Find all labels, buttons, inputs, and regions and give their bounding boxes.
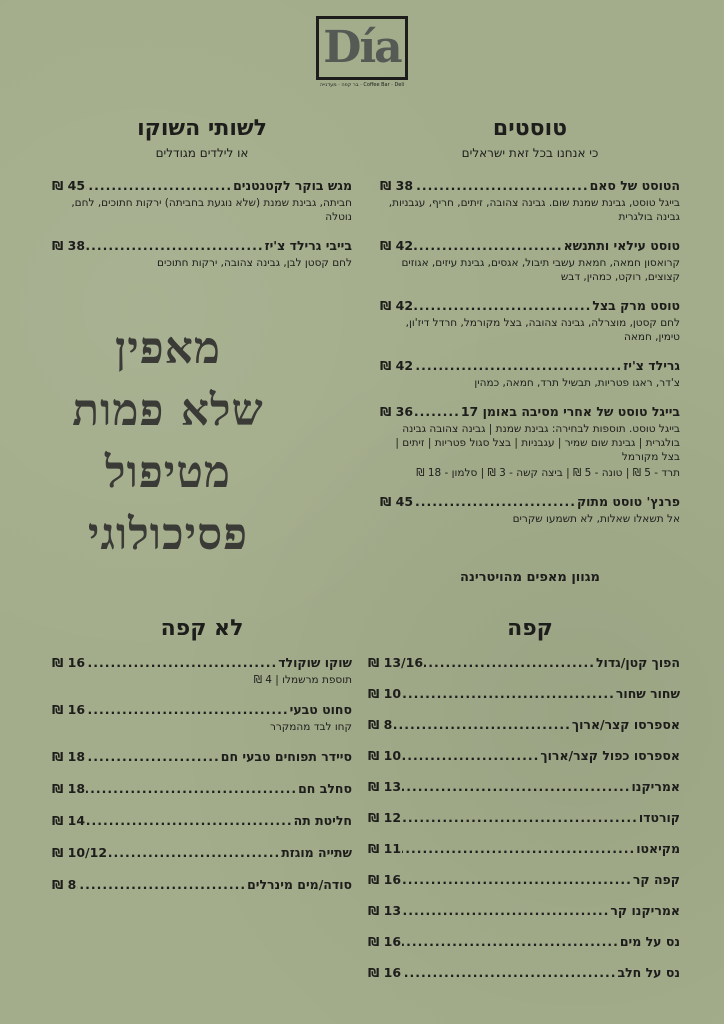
leader-dots xyxy=(414,494,576,510)
slogan-art xyxy=(48,318,288,566)
leader-dots xyxy=(402,934,619,950)
menu-item xyxy=(368,934,680,965)
leader-dots xyxy=(402,748,539,764)
coffee-title: קפה xyxy=(507,616,553,641)
leader-dots xyxy=(402,686,615,702)
menu-item xyxy=(52,845,352,877)
leader-dots xyxy=(402,779,630,795)
item-name: נס על מים xyxy=(619,934,680,949)
logo xyxy=(312,16,412,88)
item-name: אמריקנו xyxy=(631,779,680,794)
item-name: קורטדו xyxy=(638,810,680,825)
leader-dots xyxy=(402,841,635,857)
slogan-line: שלא פמות xyxy=(72,385,264,436)
item-price: 13 ₪ xyxy=(368,903,402,918)
menu-item xyxy=(52,813,352,845)
menu-item xyxy=(380,404,680,480)
menu-item xyxy=(52,238,352,270)
menu-item xyxy=(380,238,680,284)
coffee-list xyxy=(368,655,680,996)
item-price: 42 ₪ xyxy=(380,238,414,253)
item-name: שתייה מוגזת xyxy=(281,845,352,860)
item-price: 16 ₪ xyxy=(52,655,86,670)
leader-dots xyxy=(86,781,297,797)
item-name: גרילד צ'יז xyxy=(623,358,680,373)
no-coffee-title: לא קפה xyxy=(160,616,244,641)
toasts-title: טוסטים xyxy=(492,116,568,141)
menu-item xyxy=(368,841,680,872)
item-description: קחו לבד מהמקרר xyxy=(269,721,352,733)
menu-item xyxy=(380,358,680,390)
menu-item xyxy=(368,872,680,903)
leader-dots xyxy=(86,813,293,829)
item-description: בייגל טוסט. תוספות לבחירה: גבינת שמנת | גבינה צהובה גבינה בולגרית | גבינת שום שמיר | עגבניות | בצל סגול פטריות | זיתים | בצל מקורמל xyxy=(395,423,680,463)
logo-mark: Día xyxy=(316,16,407,80)
toasts-list xyxy=(380,178,680,539)
menu-item xyxy=(52,781,352,813)
menu-item xyxy=(52,655,352,702)
leader-dots xyxy=(402,810,638,826)
item-name: אספרסו קצר/ארוך xyxy=(571,717,680,732)
menu-item xyxy=(52,877,352,909)
item-price: 16 ₪ xyxy=(368,872,402,887)
slogan-line: מאפין xyxy=(114,323,222,374)
item-price: 42 ₪ xyxy=(380,298,414,313)
item-name: אספרסו כפול קצר/ארוך xyxy=(540,748,680,763)
item-description: חביתה, גבינת שמנת (שלא נוגעת בחביתה) ירקות חתוכים, לחם, נוטלה xyxy=(71,197,352,223)
item-price: 38 ₪ xyxy=(380,178,414,193)
leader-dots xyxy=(424,655,595,671)
item-name: הפוך קטן/גדול xyxy=(595,655,680,670)
item-price: 45 ₪ xyxy=(52,178,86,193)
leader-dots xyxy=(393,717,571,733)
menu-item xyxy=(368,717,680,748)
leader-dots xyxy=(77,877,246,893)
leader-dots xyxy=(414,238,563,254)
menu-item xyxy=(368,903,680,934)
vitrine-note: מגוון מאפים מהויטרינה xyxy=(460,570,600,585)
item-name: שחור שחור xyxy=(615,686,680,701)
item-description: אל תשאלו שאלות, לא תשמעו שקרים xyxy=(512,513,680,525)
menu-item xyxy=(368,965,680,996)
item-price: 16 ₪ xyxy=(52,702,86,717)
leader-dots xyxy=(414,298,591,314)
item-price: 14 ₪ xyxy=(52,813,86,828)
menu-item xyxy=(368,779,680,810)
item-name: סחוט טבעי xyxy=(289,702,352,717)
item-price: 10 ₪ xyxy=(368,686,402,701)
item-name: הטוסט של סאם xyxy=(589,178,680,193)
item-name: אמריקנו קר xyxy=(610,903,680,918)
leader-dots xyxy=(86,749,220,765)
menu-item xyxy=(368,686,680,717)
item-name: פרנץ' טוסט מתוק xyxy=(576,494,680,509)
menu-item xyxy=(380,298,680,344)
menu-item xyxy=(380,178,680,224)
item-description: לחם קסטן, מוצרלה, גבינה צהובה, בצל מקורמל, חרדל דיז'ון, טימין, חמאה xyxy=(405,317,680,343)
leader-dots xyxy=(414,178,589,194)
logo-subtitle: בר קפה · מעדנייה · Coffee Bar · Deli xyxy=(319,82,405,88)
menu-item xyxy=(52,178,352,224)
item-price: 10 ₪ xyxy=(368,748,402,763)
menu-item xyxy=(368,655,680,686)
item-description: לחם קסטן לבן, גבינה צהובה, ירקות חתוכים xyxy=(157,257,352,269)
item-price: 13 ₪ xyxy=(368,779,402,794)
item-description: קרואסון חמאה, חמאת עשבי תיבול, אגסים, גבינת עיזים, אגוזים קצוצים, רוקט, כמהין, דבש xyxy=(401,257,680,283)
item-name: מגש בוקר לקטנטנים xyxy=(233,178,352,193)
leader-dots xyxy=(414,404,460,420)
leader-dots xyxy=(86,702,289,718)
item-price: 8 ₪ xyxy=(368,717,393,732)
item-price: 10/12 ₪ xyxy=(52,845,108,860)
menu-item xyxy=(52,749,352,781)
item-name: סיידר תפוחים טבעי חם xyxy=(220,749,352,764)
item-name: קפה קר xyxy=(632,872,680,887)
item-name: בייבי גרילד צ'יז xyxy=(264,238,352,253)
leader-dots xyxy=(86,655,277,671)
item-price: 42 ₪ xyxy=(380,358,414,373)
item-price: 45 ₪ xyxy=(380,494,414,509)
item-name: שוקו שוקולד xyxy=(278,655,352,670)
item-name: סודה/מים מינרלים xyxy=(247,877,352,892)
item-name: טוסט עילאי ותתנשא xyxy=(563,238,680,253)
item-name: סחלב חם xyxy=(298,781,352,796)
item-price: 38 ₪ xyxy=(52,238,86,253)
leader-dots xyxy=(402,965,616,981)
item-price: 8 ₪ xyxy=(52,877,77,892)
item-name: בייגל טוסט של אחרי מסיבה באומן 17 xyxy=(460,404,680,419)
item-name: נס על חלב xyxy=(617,965,680,980)
item-price: 11 ₪ xyxy=(368,841,402,856)
item-description: תוספת מרשמלו | 4 ₪ xyxy=(253,674,352,686)
item-description: בייגל טוסט, גבינת שמנת שום. גבינה צהובה, זיתים, חריף, עגבניות, גבינה בולגרית xyxy=(388,197,680,223)
no-coffee-list xyxy=(52,655,352,909)
menu-item xyxy=(52,702,352,749)
item-price: 36 ₪ xyxy=(380,404,414,419)
menu-item xyxy=(368,748,680,779)
slogan-line: פסיכולוגי xyxy=(87,509,249,560)
toasts-subtitle: כי אנחנו בכל זאת ישראלים xyxy=(461,146,599,160)
menu-item xyxy=(380,494,680,526)
item-price: 12 ₪ xyxy=(368,810,402,825)
kids-subtitle: או לילדים מגודלים xyxy=(155,146,249,160)
leader-dots xyxy=(402,872,632,888)
leader-dots xyxy=(86,238,264,254)
kids-title: לשותי השוקו xyxy=(137,116,267,141)
kids-list xyxy=(52,178,352,283)
item-name: חליטת תה xyxy=(293,813,352,828)
leader-dots xyxy=(414,358,622,374)
item-name: מקיאטו xyxy=(636,841,680,856)
item-price: 13/16 ₪ xyxy=(368,655,424,670)
leader-dots xyxy=(86,178,232,194)
slogan-line: מטיפול xyxy=(105,447,231,498)
item-description: צ'דר, ראגו פטריות, תבשיל תרד, חמאה, כמהין xyxy=(474,377,680,389)
menu-item xyxy=(368,810,680,841)
item-extras: תרד - 5 ₪ | טונה - 5 ₪ | ביצה קשה - 3 ₪ | סלמון - 18 ₪ xyxy=(416,467,680,479)
leader-dots xyxy=(402,903,609,919)
item-price: 18 ₪ xyxy=(52,749,86,764)
leader-dots xyxy=(108,845,280,861)
item-price: 16 ₪ xyxy=(368,965,402,980)
item-name: טוסט מרק בצל xyxy=(592,298,680,313)
item-price: 18 ₪ xyxy=(52,781,86,796)
item-price: 16 ₪ xyxy=(368,934,402,949)
